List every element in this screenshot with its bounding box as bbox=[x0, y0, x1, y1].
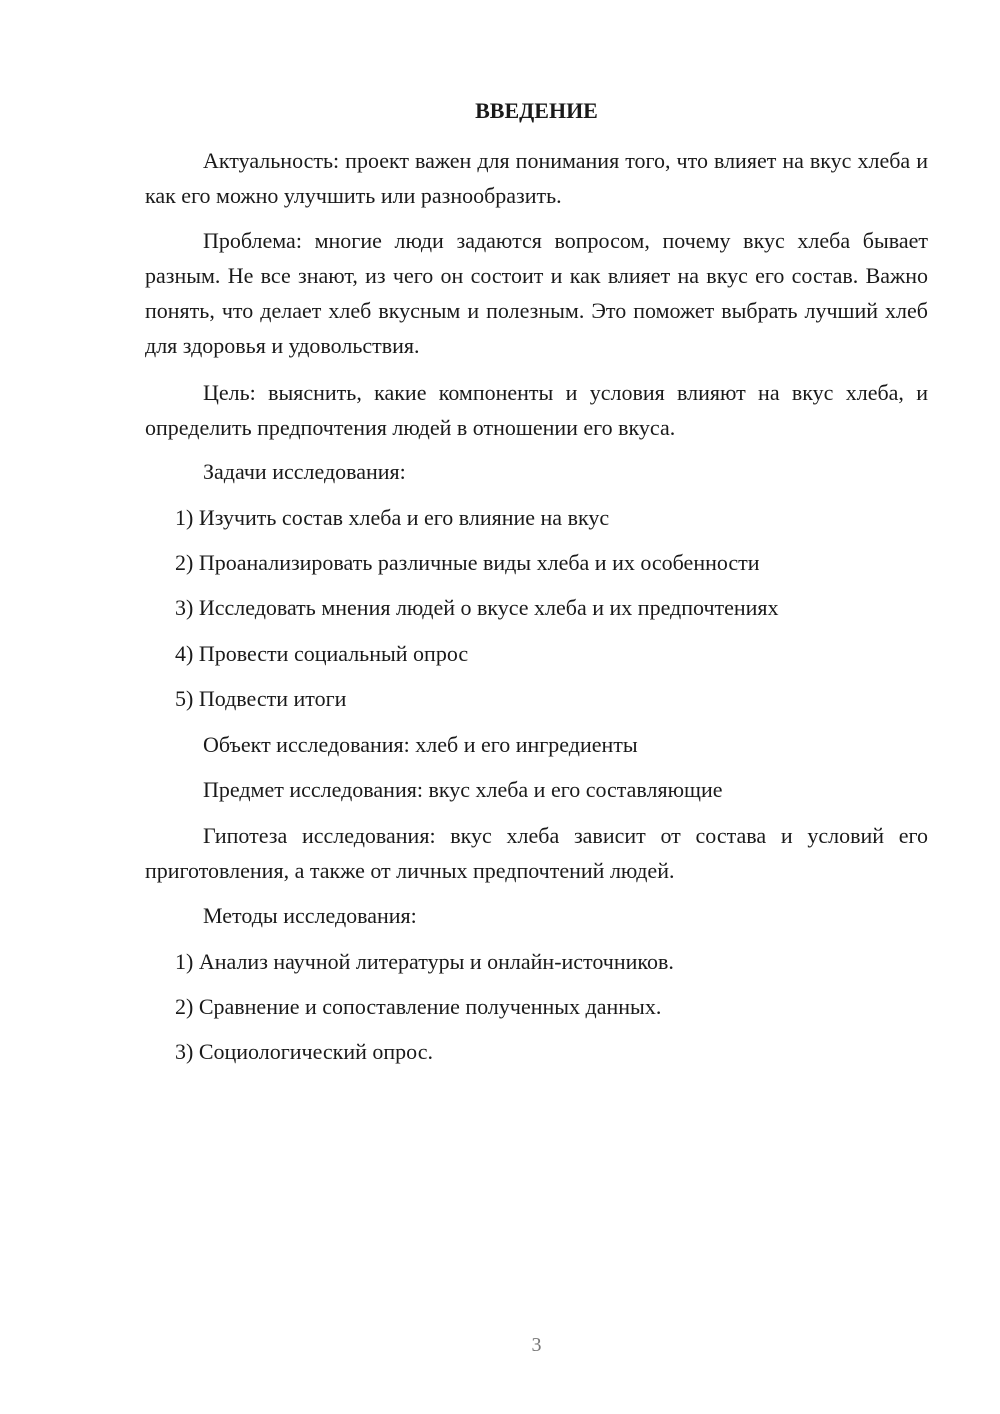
task-item: 5) Подвести итоги bbox=[175, 686, 347, 711]
tasks-heading: Задачи исследования: bbox=[203, 459, 406, 484]
document-page bbox=[145, 0, 928, 1414]
relevance-paragraph: Актуальность: проект важен для понимания того, что влияет на вкус хлеба и как его можно улучшить или разнообразить. bbox=[145, 148, 928, 208]
task-item: 2) Проанализировать различные виды хлеба и их особенности bbox=[175, 550, 760, 575]
method-item: 1) Анализ научной литературы и онлайн-источников. bbox=[175, 949, 674, 974]
method-item: 2) Сравнение и сопоставление полученных данных. bbox=[175, 994, 662, 1019]
object-line: Объект исследования: хлеб и его ингредиенты bbox=[203, 732, 638, 757]
goal-paragraph: Цель: выяснить, какие компоненты и условия влияют на вкус хлеба, и определить предпочтения людей в отношении его вкуса. bbox=[145, 380, 928, 440]
page-title: ВВЕДЕНИЕ bbox=[475, 98, 598, 123]
problem-paragraph: Проблема: многие люди задаются вопросом, почему вкус хлеба бывает разным. Не все знают, из чего он состоит и как влияет на вкус его состав. Важно понять, что делает хлеб вкусным и полезным. Это поможет выбрать лучший хлеб для здоровья и удовольствия. bbox=[145, 228, 928, 358]
methods-heading: Методы исследования: bbox=[203, 903, 417, 928]
subject-line: Предмет исследования: вкус хлеба и его составляющие bbox=[203, 777, 723, 802]
page-number: 3 bbox=[531, 1334, 542, 1356]
task-item: 3) Исследовать мнения людей о вкусе хлеба и их предпочтениях bbox=[175, 595, 779, 620]
hypothesis-paragraph: Гипотеза исследования: вкус хлеба зависит от состава и условий его приготовления, а также от личных предпочтений людей. bbox=[145, 823, 928, 883]
method-item: 3) Социологический опрос. bbox=[175, 1039, 433, 1064]
task-item: 4) Провести социальный опрос bbox=[175, 641, 469, 666]
task-item: 1) Изучить состав хлеба и его влияние на вкус bbox=[175, 505, 610, 530]
